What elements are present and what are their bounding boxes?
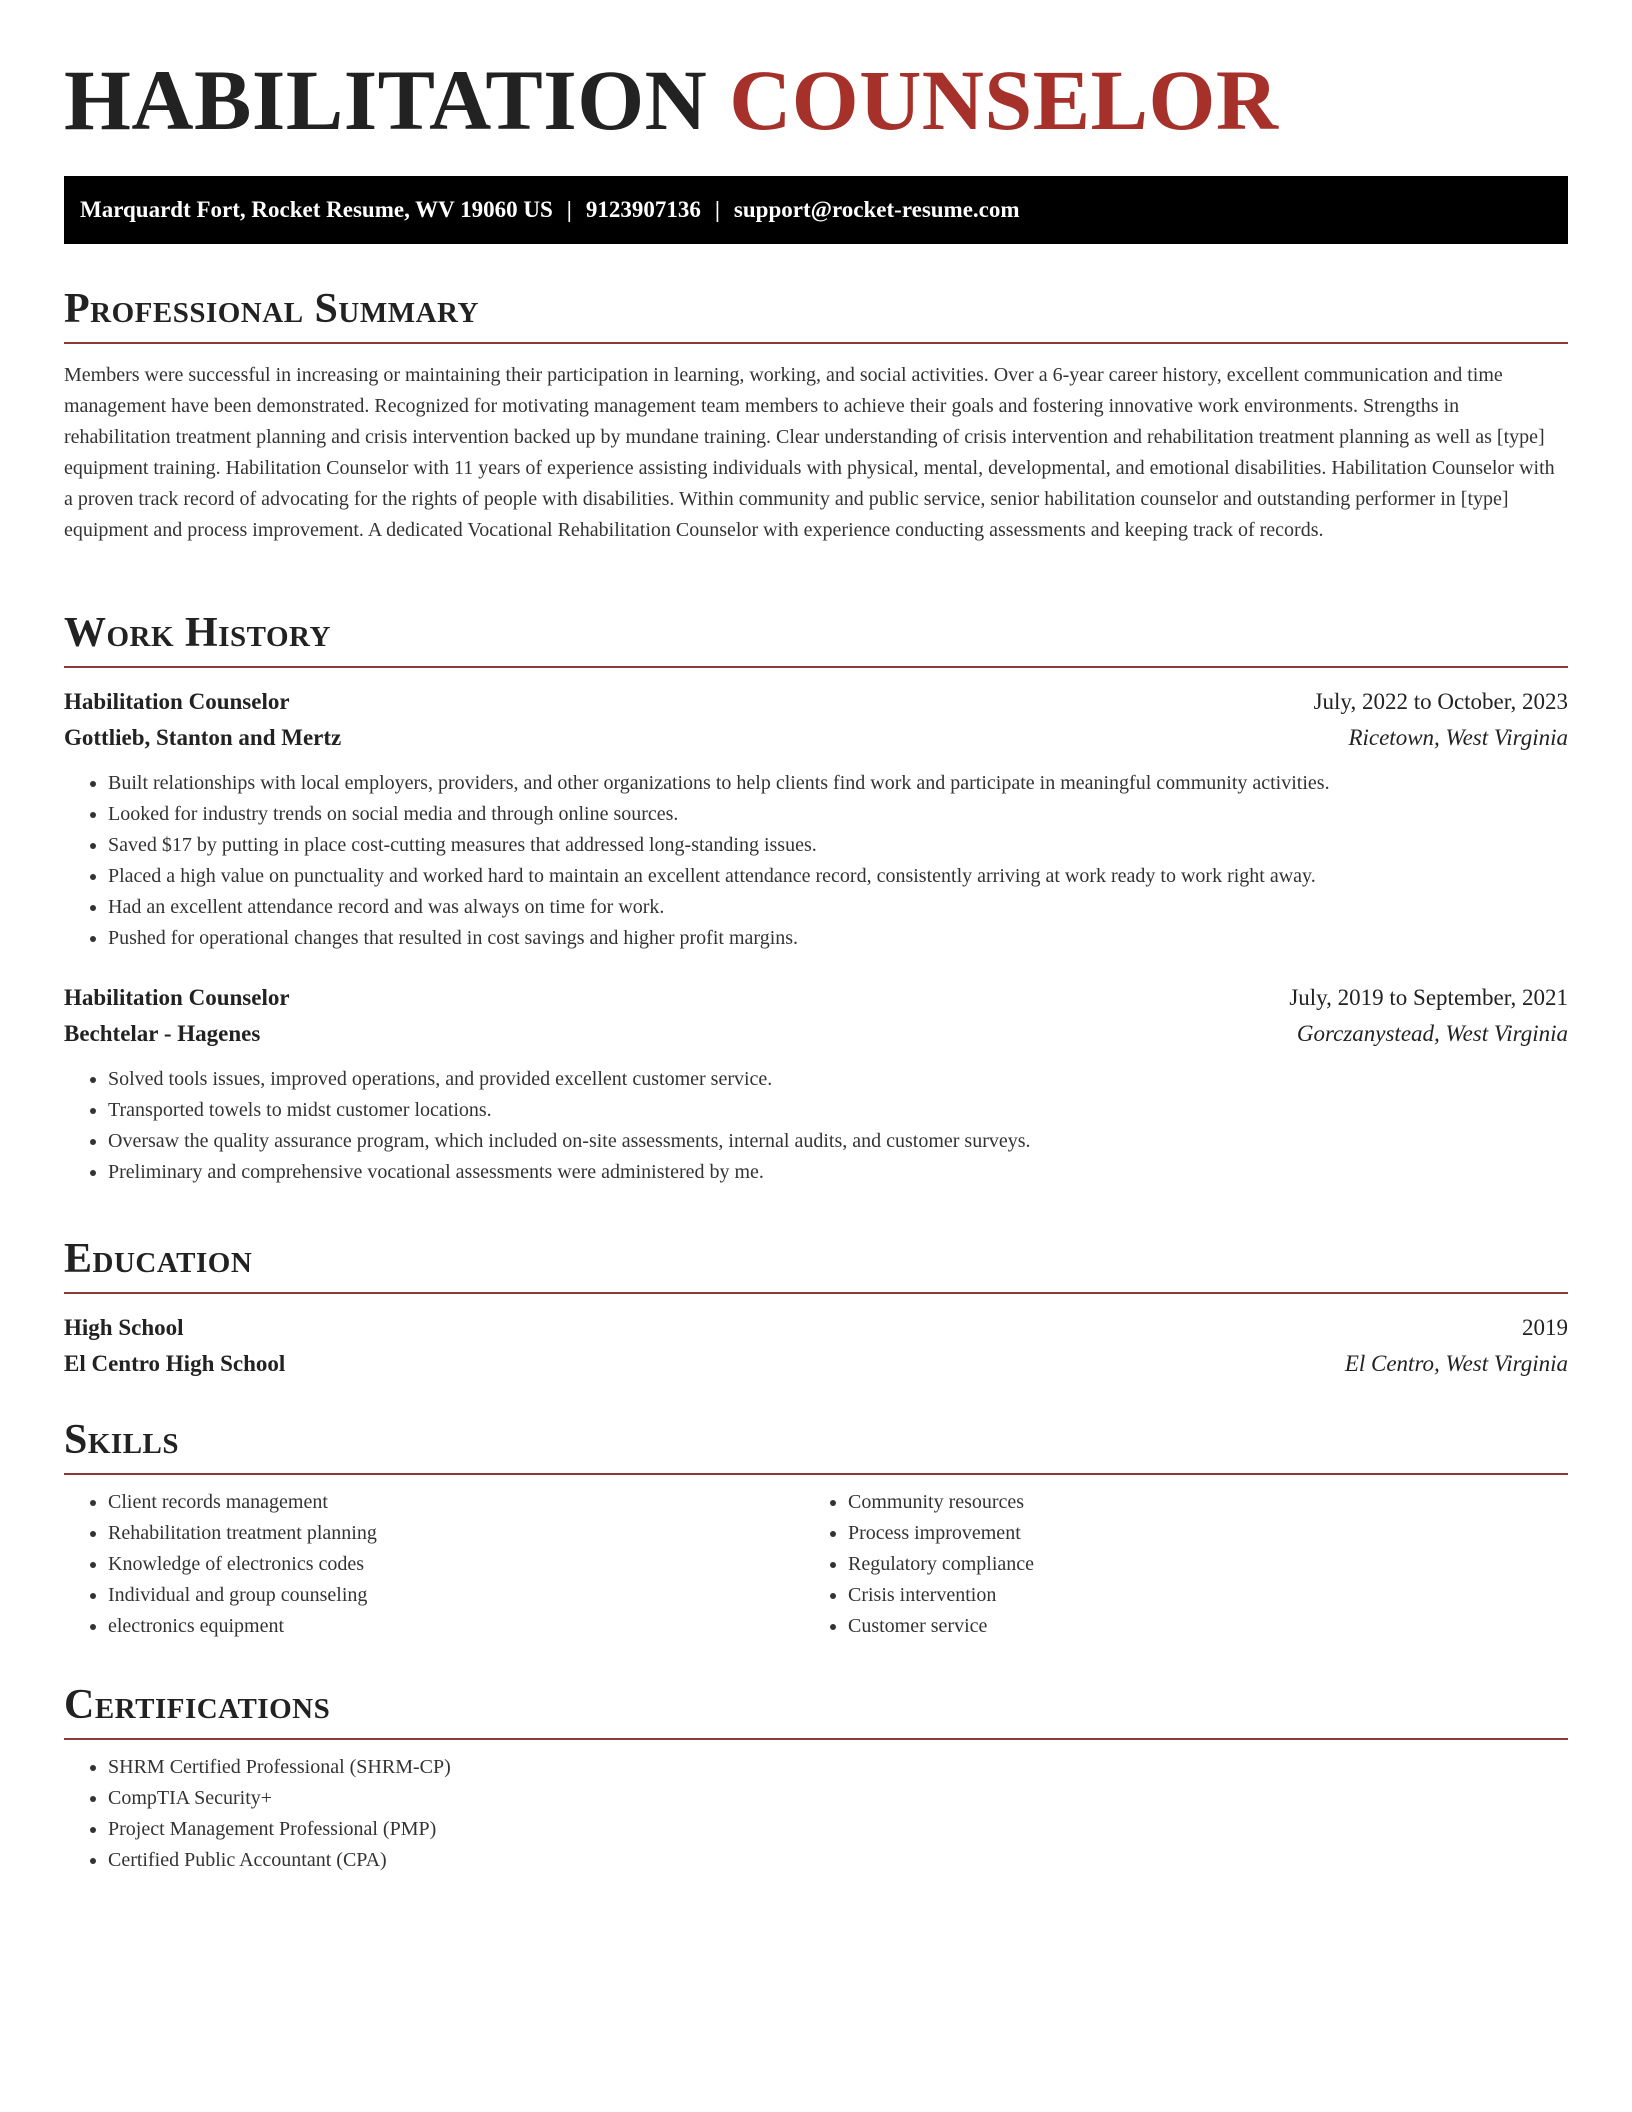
education-entry bbox=[64, 1310, 1568, 1382]
contact-email: support@rocket-resume.com bbox=[733, 197, 1020, 222]
skill-item: • Community resources bbox=[848, 1487, 1544, 1518]
skill-item: • Client records management bbox=[108, 1487, 804, 1518]
section-title-skills: Skills bbox=[64, 1415, 1568, 1475]
name-first: HABILITATION bbox=[64, 52, 708, 148]
job-bullet: • Had an excellent attendance record and was always on time for work. bbox=[108, 892, 1568, 923]
job-bullets bbox=[64, 768, 1568, 954]
skills-list-right bbox=[804, 1487, 1544, 1642]
skill-item: • electronics equipment bbox=[108, 1611, 804, 1642]
resume-name bbox=[64, 0, 1568, 148]
skill-item: • Customer service bbox=[848, 1611, 1544, 1642]
work-history-section bbox=[64, 608, 1568, 1188]
job-bullet: • Solved tools issues, improved operations, and provided excellent customer service. bbox=[108, 1064, 1568, 1095]
job-bullet: • Looked for industry trends on social media and through online sources. bbox=[108, 799, 1568, 830]
skills-section bbox=[64, 1415, 1568, 1642]
skill-item: • Knowledge of electronics codes bbox=[108, 1549, 804, 1580]
section-title-education: Education bbox=[64, 1234, 1568, 1294]
education-year: 2019 bbox=[1522, 1315, 1568, 1340]
job-dates: July, 2022 to October, 2023 bbox=[1313, 689, 1568, 714]
job-bullet: • Built relationships with local employers, providers, and other organizations to help clients find work and participate in meaningful community activities. bbox=[108, 768, 1568, 799]
education-school-row bbox=[64, 1346, 1568, 1382]
summary-text: Members were successful in increasing or maintaining their participation in learning, working, and social activities. Over a 6-year career history, excellent communication and time management have been demonstrated. Recognized for motivating management team members to achieve their goals and fostering innovative work environments. Strengths in rehabilitation treatment planning and crisis intervention backed up by mundane training. Clear understanding of crisis intervention and rehabilitation treatment planning as well as [type] equipment training. Habilitation Counselor with 11 years of experience assisting individuals with physical, mental, developmental, and emotional disabilities. Habilitation Counselor with a proven track record of advocating for the rights of people with disabilities. Within community and public service, senior habilitation counselor and outstanding performer in [type] equipment and process improvement. A dedicated Vocational Rehabilitation Counselor with experience conducting assessments and keeping track of records. bbox=[64, 364, 1555, 541]
skill-item: • Individual and group counseling bbox=[108, 1580, 804, 1611]
job-dates: July, 2019 to September, 2021 bbox=[1289, 985, 1568, 1010]
education-school: El Centro High School bbox=[64, 1351, 286, 1376]
job-header-row bbox=[64, 684, 1568, 720]
certifications-section bbox=[64, 1680, 1568, 1876]
contact-separator: | bbox=[714, 197, 720, 222]
job-bullet: • Placed a high value on punctuality and worked hard to maintain an excellent attendance record, consistently arriving at work ready to work right away. bbox=[108, 861, 1568, 892]
job-bullet: • Preliminary and comprehensive vocational assessments were administered by me. bbox=[108, 1157, 1568, 1188]
skill-item: • Rehabilitation treatment planning bbox=[108, 1518, 804, 1549]
job-header-row bbox=[64, 980, 1568, 1016]
job-location: Gorczanystead, West Virginia bbox=[1296, 1021, 1568, 1046]
job-company: Gottlieb, Stanton and Mertz bbox=[64, 725, 342, 750]
certification-item: • SHRM Certified Professional (SHRM-CP) bbox=[108, 1752, 1568, 1783]
contact-separator: | bbox=[566, 197, 572, 222]
job-bullet: • Saved $17 by putting in place cost-cutting measures that addressed long-standing issues. bbox=[108, 830, 1568, 861]
education-degree: High School bbox=[64, 1315, 184, 1340]
skill-item: • Process improvement bbox=[848, 1518, 1544, 1549]
section-title-certifications: Certifications bbox=[64, 1680, 1568, 1740]
job-entry bbox=[64, 684, 1568, 954]
name-second: COUNSELOR bbox=[729, 52, 1279, 148]
section-title-summary: Professional Summary bbox=[64, 284, 1568, 344]
certification-item: • Certified Public Accountant (CPA) bbox=[108, 1845, 1568, 1876]
job-title: Habilitation Counselor bbox=[64, 985, 290, 1010]
skills-list-left bbox=[64, 1487, 804, 1642]
contact-address: Marquardt Fort, Rocket Resume, WV 19060 US bbox=[80, 197, 553, 222]
skill-item: • Regulatory compliance bbox=[848, 1549, 1544, 1580]
education-header-row bbox=[64, 1310, 1568, 1346]
contact-bar bbox=[64, 176, 1568, 244]
contact-phone: 9123907136 bbox=[585, 197, 701, 222]
education-section bbox=[64, 1234, 1568, 1382]
job-company: Bechtelar - Hagenes bbox=[64, 1021, 261, 1046]
education-location: El Centro, West Virginia bbox=[1344, 1351, 1568, 1376]
job-bullets bbox=[64, 1064, 1568, 1188]
section-title-work-history: Work History bbox=[64, 608, 1568, 668]
certifications-list bbox=[64, 1752, 1568, 1876]
skills-columns bbox=[64, 1487, 1568, 1642]
skill-item: • Crisis intervention bbox=[848, 1580, 1544, 1611]
certification-item: • Project Management Professional (PMP) bbox=[108, 1814, 1568, 1845]
job-bullet: • Oversaw the quality assurance program, which included on-site assessments, internal audits, and customer surveys. bbox=[108, 1126, 1568, 1157]
resume-page bbox=[64, 0, 1568, 1871]
job-bullet: • Pushed for operational changes that resulted in cost savings and higher profit margins. bbox=[108, 923, 1568, 954]
job-company-row bbox=[64, 720, 1568, 756]
summary-section bbox=[64, 284, 1568, 546]
job-location: Ricetown, West Virginia bbox=[1348, 725, 1568, 750]
certification-item: • CompTIA Security+ bbox=[108, 1783, 1568, 1814]
job-entry bbox=[64, 980, 1568, 1188]
job-bullet: • Transported towels to midst customer locations. bbox=[108, 1095, 1568, 1126]
job-company-row bbox=[64, 1016, 1568, 1052]
job-title: Habilitation Counselor bbox=[64, 689, 290, 714]
